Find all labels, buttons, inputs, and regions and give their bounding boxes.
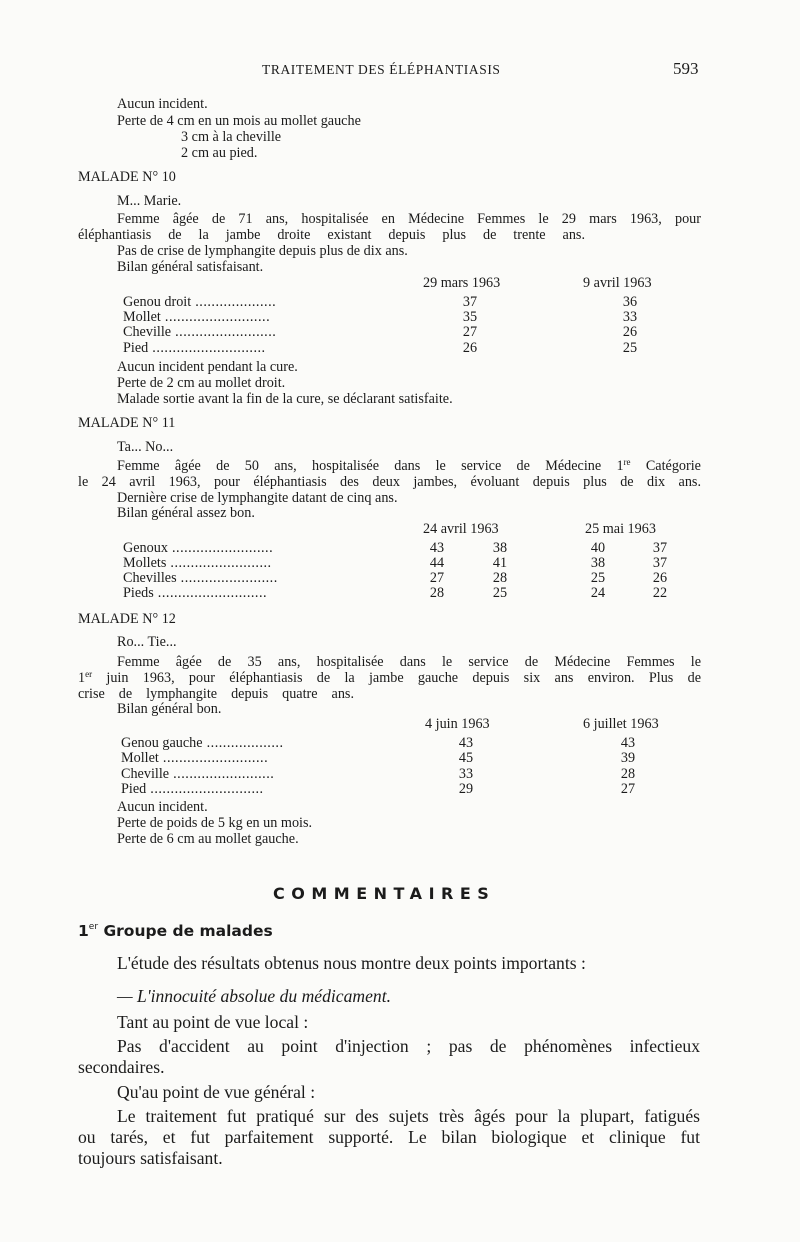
cell-value: 33 — [458, 766, 474, 782]
row-label: Cheville — [123, 324, 172, 340]
text-line: Malade sortie avant la fin de la cure, se déclarant satisfaite. — [117, 391, 453, 407]
row-label: Pied — [123, 340, 149, 356]
text-line: Perte de 2 cm au mollet droit. — [117, 375, 286, 391]
paragraph: L'étude des résultats obtenus nous montre deux points importants : — [117, 953, 586, 973]
leader-dots: ........................... — [153, 585, 268, 601]
table-row — [123, 340, 266, 356]
text-line: Aucun incident. — [117, 96, 208, 112]
text-line: Pas d'accident au point d'injection ; pas de phénomènes infectieux — [117, 1036, 700, 1056]
cell-value: 41 — [492, 555, 508, 571]
patient-description — [78, 211, 701, 243]
table-row — [121, 735, 283, 751]
cell-value: 36 — [622, 294, 638, 310]
text-line: Aucun incident. — [117, 799, 208, 815]
leader-dots: ........................ — [176, 570, 278, 586]
cell-value: 27 — [620, 781, 636, 797]
cell-value: 26 — [462, 340, 478, 356]
patient-description — [78, 458, 701, 490]
text-line: secondaires. — [78, 1057, 165, 1077]
text-line: Perte de 6 cm au mollet gauche. — [117, 831, 299, 847]
cell-value: 27 — [429, 570, 445, 586]
cell-value: 28 — [492, 570, 508, 586]
patient-name: Ta... No... — [117, 439, 174, 455]
leader-dots: ......................... — [169, 766, 275, 782]
leader-dots: .......................... — [158, 750, 269, 766]
patient-description — [78, 654, 701, 702]
column-header: 6 juillet 1963 — [583, 716, 659, 732]
table-row — [123, 294, 276, 310]
leader-dots: .......................... — [160, 309, 271, 325]
text-line: éléphantiasis de la jambe droite existant depuis plus de trente ans. — [78, 227, 585, 243]
text-line: toujours satisfaisant. — [78, 1148, 223, 1168]
cell-value: 39 — [620, 750, 636, 766]
cell-value: 28 — [429, 585, 445, 601]
leader-dots: ......................... — [167, 540, 274, 556]
column-header: 24 avril 1963 — [423, 521, 499, 537]
cell-value: 37 — [462, 294, 478, 310]
leader-dots: ......................... — [171, 324, 277, 340]
table-row — [121, 781, 264, 797]
paragraph: Qu'au point de vue général : — [117, 1082, 316, 1102]
paragraph: Tant au point de vue local : — [117, 1012, 309, 1032]
column-header: 25 mai 1963 — [585, 521, 656, 537]
cell-value: 43 — [429, 540, 445, 556]
leader-dots: .................... — [191, 294, 277, 310]
table-row — [123, 585, 267, 601]
paragraph: — L'innocuité absolue du médicament. — [117, 986, 391, 1006]
text-line: Femme âgée de 35 ans, hospitalisée dans le service de Médecine Femmes le — [117, 654, 701, 670]
row-label: Genou gauche — [121, 735, 203, 751]
row-label: Chevilles — [123, 570, 177, 586]
row-label: Mollets — [123, 555, 167, 571]
patient-heading: MALADE N° 12 — [78, 611, 176, 627]
table-row — [121, 766, 274, 782]
cell-value: 35 — [462, 309, 478, 325]
patient-heading: MALADE N° 10 — [78, 169, 176, 185]
text-line: Le traitement fut pratiqué sur des sujets très âgés pour la plupart, fatigués — [117, 1106, 700, 1126]
page-header — [0, 59, 800, 84]
leader-dots: ............................ — [148, 340, 266, 356]
running-title: TRAITEMENT DES ÉLÉPHANTIASIS — [262, 62, 501, 77]
group-heading: 1er Groupe de malades — [78, 922, 273, 940]
cell-value: 25 — [590, 570, 606, 586]
row-label: Mollet — [123, 309, 161, 325]
section-heading: COMMENTAIRES — [273, 884, 496, 903]
leader-dots: ............................ — [146, 781, 264, 797]
row-label: Genoux — [123, 540, 168, 556]
leader-dots: ................... — [202, 735, 284, 751]
text-line: Dernière crise de lymphangite datant de cinq ans. — [117, 490, 398, 506]
table-row — [123, 540, 273, 556]
cell-value: 25 — [622, 340, 638, 356]
cell-value: 43 — [458, 735, 474, 751]
text-line: 2 cm au pied. — [181, 145, 258, 161]
cell-value: 24 — [590, 585, 606, 601]
column-header: 29 mars 1963 — [423, 275, 501, 291]
cell-value: 45 — [458, 750, 474, 766]
text-line: Bilan général bon. — [117, 701, 222, 717]
column-header: 9 avril 1963 — [583, 275, 652, 291]
page-number: 593 — [673, 59, 699, 78]
cell-value: 26 — [652, 570, 668, 586]
cell-value: 37 — [652, 540, 668, 556]
cell-value: 33 — [622, 309, 638, 325]
table-row — [121, 750, 268, 766]
row-label: Mollet — [121, 750, 159, 766]
cell-value: 44 — [429, 555, 445, 571]
text-line: Femme âgée de 71 ans, hospitalisée en Médecine Femmes le 29 mars 1963, pour — [117, 211, 701, 227]
table-row — [123, 309, 270, 325]
text-line: Femme âgée de 50 ans, hospitalisée dans le service de Médecine 1re Catégorie — [117, 457, 701, 474]
row-label: Cheville — [121, 766, 170, 782]
cell-value: 26 — [622, 324, 638, 340]
patient-name: Ro... Tie... — [117, 634, 177, 650]
patient-name: M... Marie. — [117, 193, 182, 209]
text-line: 3 cm à la cheville — [181, 129, 282, 145]
cell-value: 37 — [652, 555, 668, 571]
table-row — [123, 570, 278, 586]
cell-value: 29 — [458, 781, 474, 797]
cell-value: 38 — [492, 540, 508, 556]
row-label: Pieds — [123, 585, 154, 601]
cell-value: 40 — [590, 540, 606, 556]
cell-value: 22 — [652, 585, 668, 601]
cell-value: 25 — [492, 585, 508, 601]
text-line: Perte de poids de 5 kg en un mois. — [117, 815, 313, 831]
text-line: 1er juin 1963, pour éléphantiasis de la jambe gauche depuis six ans environ. Plus de — [78, 669, 701, 686]
text-line: ou tarés, et fut parfaitement supporté. Le bilan biologique et clinique fut — [78, 1127, 700, 1147]
paragraph — [78, 1036, 700, 1078]
text-line: crise de lymphangite depuis quatre ans. — [78, 686, 354, 702]
patient-heading: MALADE N° 11 — [78, 415, 176, 431]
text-line: Pas de crise de lymphangite depuis plus de dix ans. — [117, 243, 408, 259]
cell-value: 43 — [620, 735, 636, 751]
cell-value: 38 — [590, 555, 606, 571]
leader-dots: ......................... — [166, 555, 272, 571]
text-line: Bilan général assez bon. — [117, 505, 255, 521]
row-label: Pied — [121, 781, 147, 797]
text-line: Aucun incident pendant la cure. — [117, 359, 298, 375]
column-header: 4 juin 1963 — [425, 716, 490, 732]
row-label: Genou droit — [123, 294, 192, 310]
table-row — [123, 324, 276, 340]
text-line: Bilan général satisfaisant. — [117, 259, 264, 275]
table-row — [123, 555, 272, 571]
text-line: le 24 avril 1963, pour éléphantiasis des deux jambes, évoluant depuis plus de dix ans. — [78, 474, 701, 490]
cell-value: 28 — [620, 766, 636, 782]
paragraph — [78, 1106, 700, 1169]
text-line: Perte de 4 cm en un mois au mollet gauche — [117, 113, 361, 129]
cell-value: 27 — [462, 324, 478, 340]
